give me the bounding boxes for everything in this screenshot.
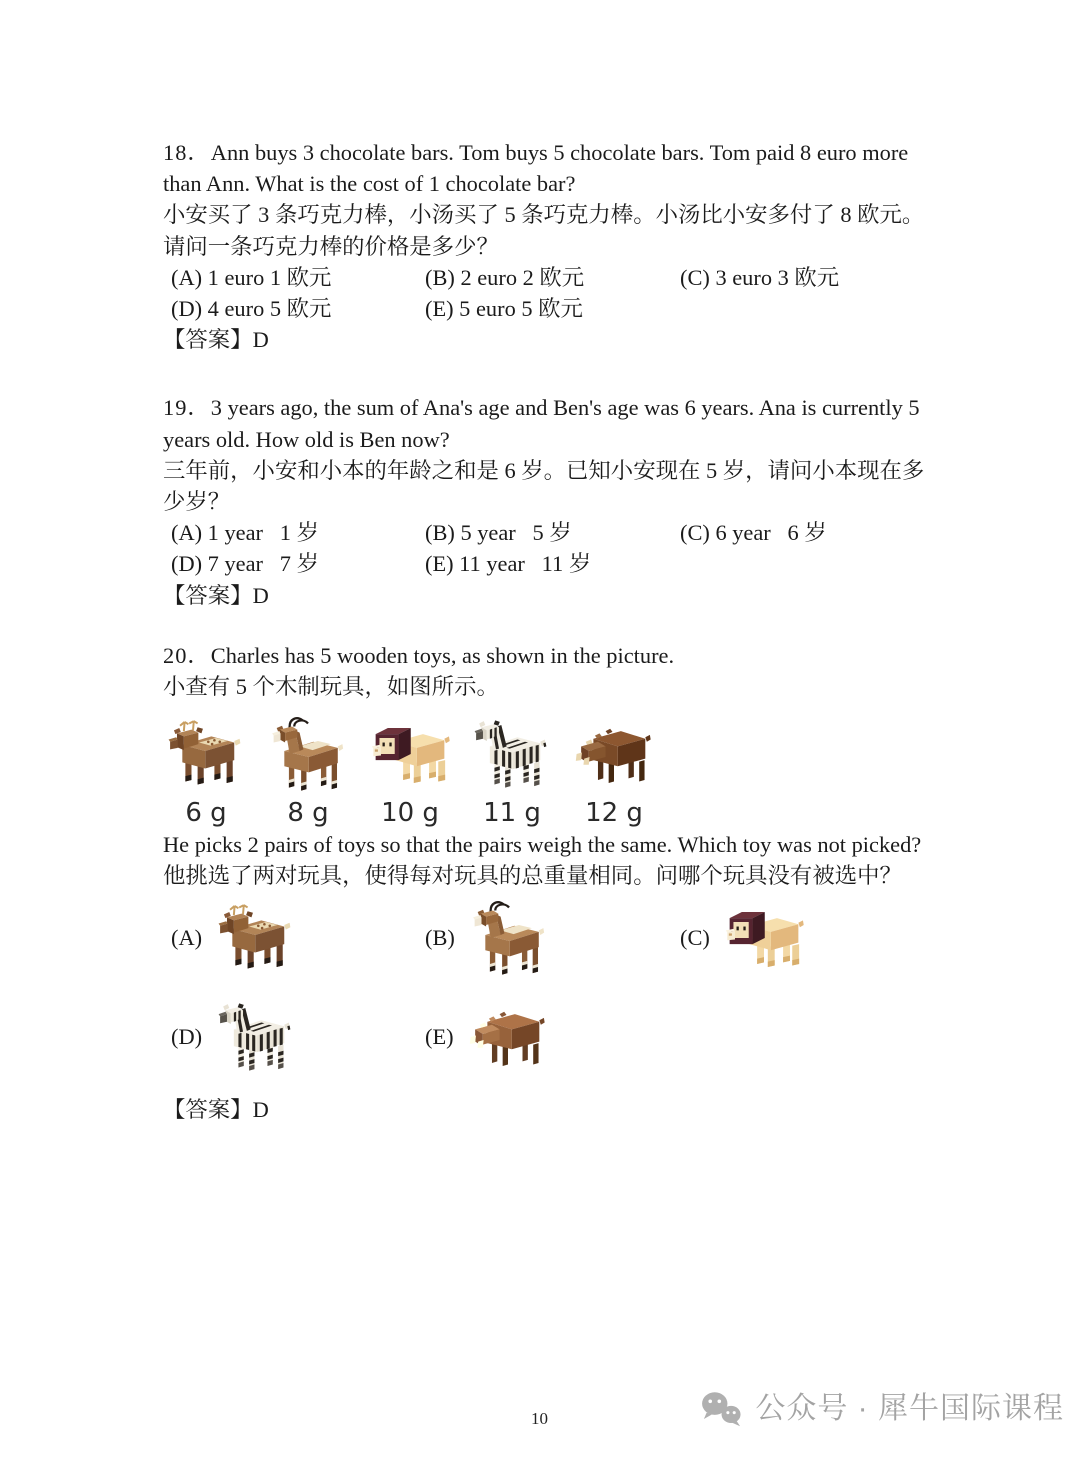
toy-picture-row xyxy=(163,712,931,829)
question-18-answer xyxy=(163,324,931,355)
toy-figure-deer xyxy=(163,712,249,829)
question-20 xyxy=(163,640,931,1125)
toy-weight: 12 g xyxy=(585,798,643,829)
question-20-option-c xyxy=(680,898,931,978)
toy-figure-antelope xyxy=(265,712,351,829)
question-19-option-d: (D) 7 year 7 岁 xyxy=(171,551,319,577)
toy-figure-lion xyxy=(367,712,453,829)
question-19-option-a: (A) 1 year 1 岁 xyxy=(171,520,319,546)
question-20-option-b xyxy=(425,898,680,978)
question-18-option-b: (B) 2 euro 2 欧元 xyxy=(425,264,585,290)
answer-value: D xyxy=(252,327,269,353)
answer-label: 【答案】 xyxy=(163,582,253,608)
toy-weight: 6 g xyxy=(185,798,227,829)
page-number: 10 xyxy=(531,1409,548,1428)
question-20-number: 20． xyxy=(163,642,211,668)
question-19-answer xyxy=(163,580,931,611)
question-18-english xyxy=(163,137,931,199)
question-19-option-b: (B) 5 year 5 岁 xyxy=(425,520,572,546)
question-20-option-e xyxy=(425,992,680,1082)
question-20-option-a xyxy=(171,898,425,978)
question-18 xyxy=(163,137,931,355)
option-letter: (E) xyxy=(425,1024,454,1050)
deer-toy-icon xyxy=(164,712,248,796)
worksheet-content xyxy=(163,137,931,1125)
watermark xyxy=(699,1389,1064,1429)
buffalo-toy-icon xyxy=(466,997,550,1077)
toy-figure-zebra xyxy=(469,712,555,829)
question-19-chinese: 三年前，小安和小本的年龄之和是 6 岁。已知小安现在 5 岁，请问小本现在多少岁？ xyxy=(163,457,925,515)
answer-value: D xyxy=(252,1096,269,1122)
zebra-toy-icon xyxy=(470,712,554,796)
question-19-options xyxy=(163,517,931,579)
question-20-answer xyxy=(163,1094,931,1125)
toy-figure-buffalo xyxy=(571,712,657,829)
lion-toy-icon xyxy=(722,898,806,978)
deer-toy-icon xyxy=(214,898,298,978)
question-18-number: 18． xyxy=(163,140,211,165)
question-20-english xyxy=(163,640,931,671)
question-20-option-d xyxy=(171,992,425,1082)
antelope-toy-icon xyxy=(467,898,551,978)
option-letter: (D) xyxy=(171,1024,203,1050)
buffalo-toy-icon xyxy=(572,712,656,796)
question-20-options xyxy=(163,898,931,1082)
answer-label: 【答案】 xyxy=(163,1096,253,1122)
watermark-text: 公众号 · 犀牛国际课程 xyxy=(755,1392,1064,1425)
toy-weight: 10 g xyxy=(381,798,439,829)
lion-toy-icon xyxy=(368,712,452,796)
question-18-option-a: (A) 1 euro 1 欧元 xyxy=(171,264,332,290)
toy-weight: 8 g xyxy=(287,798,329,829)
question-20-english-text: Charles has 5 wooden toys, as shown in the picture. xyxy=(210,642,675,668)
question-18-options xyxy=(163,262,931,324)
question-19-number: 19． xyxy=(163,395,211,421)
question-19-english-text: 3 years ago, the sum of Ana's age and Ben's age was 6 years. Ana is currently 5 years old. How old is Ben now? xyxy=(163,395,920,452)
antelope-toy-icon xyxy=(266,712,350,796)
option-letter: (B) xyxy=(425,925,455,951)
toy-weight: 11 g xyxy=(483,798,541,829)
question-18-chinese: 小安买了 3 条巧克力棒，小汤买了 5 条巧克力棒。小汤比小安多付了 8 欧元。请问一条巧克力棒的价格是多少？ xyxy=(163,202,925,259)
answer-label: 【答案】 xyxy=(163,327,253,353)
option-letter: (A) xyxy=(171,925,203,951)
question-18-option-e: (E) 5 euro 5 欧元 xyxy=(425,296,583,322)
question-20-english-question: He picks 2 pairs of toys so that the pairs weigh the same. Which toy was not picked? xyxy=(163,832,922,858)
question-18-english-text: Ann buys 3 chocolate bars. Tom buys 5 chocolate bars. Tom paid 8 euro more than Ann. What is the cost of 1 chocolate bar? xyxy=(163,140,909,197)
question-19-english xyxy=(163,392,931,454)
question-20-chinese: 小查有 5 个木制玩具，如图所示。 xyxy=(163,674,499,700)
question-18-option-c: (C) 3 euro 3 欧元 xyxy=(680,264,840,290)
answer-value: D xyxy=(252,582,269,608)
zebra-toy-icon xyxy=(214,992,298,1082)
wechat-icon xyxy=(699,1390,745,1428)
question-19-option-c: (C) 6 year 6 岁 xyxy=(680,520,827,546)
question-19-option-e: (E) 11 year 11 岁 xyxy=(425,551,592,577)
option-letter: (C) xyxy=(680,925,710,951)
question-19 xyxy=(163,392,931,610)
question-18-option-d: (D) 4 euro 5 欧元 xyxy=(171,296,332,322)
question-20-chinese-question: 他挑选了两对玩具，使得每对玩具的总重量相同。问哪个玩具没有被选中？ xyxy=(163,863,902,889)
